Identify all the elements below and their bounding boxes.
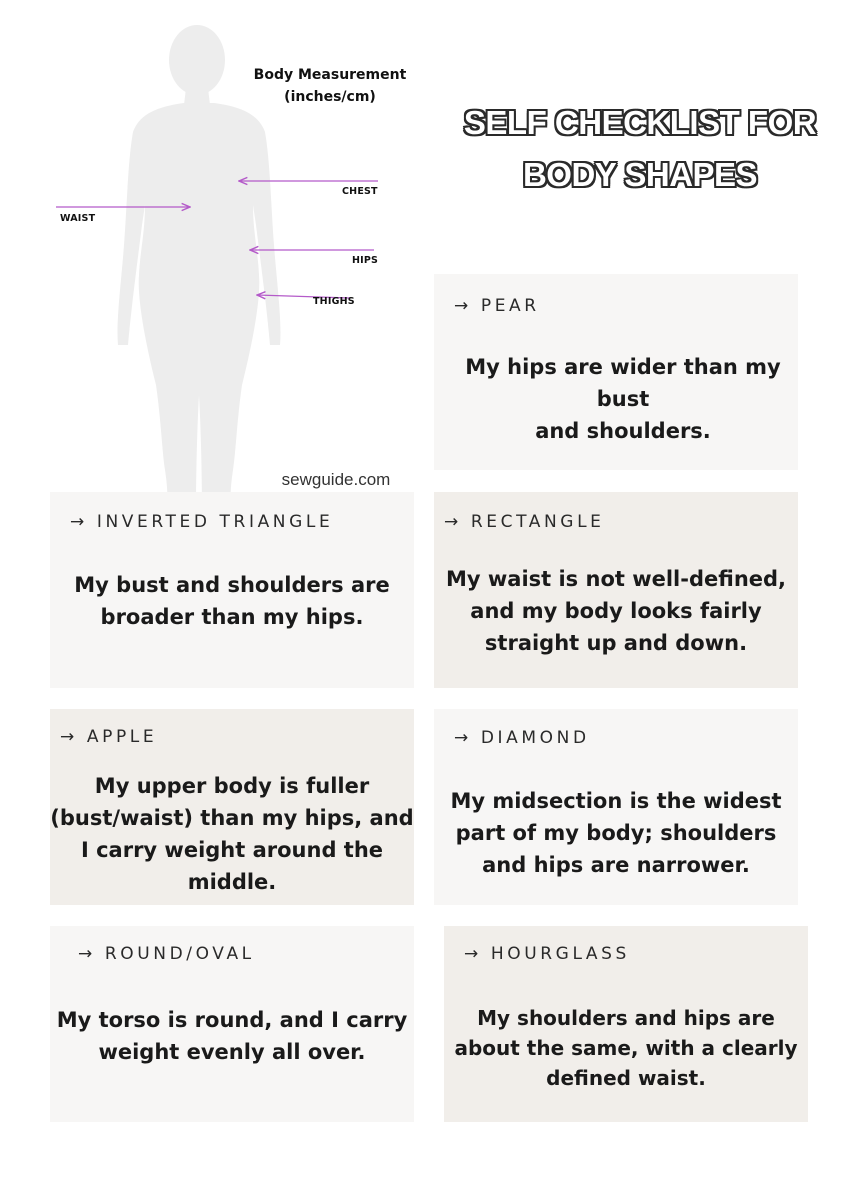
card-pear: [434, 274, 798, 470]
card-apple-line-2: (bust/waist) than my hips, and: [50, 806, 414, 830]
body-measurement-caption: [230, 64, 430, 108]
arrow-right-icon: →: [78, 944, 105, 964]
card-rectangle-heading: [444, 512, 604, 532]
card-pear-line-2: and shoulders.: [535, 419, 711, 443]
hips-label: HIPS: [352, 255, 379, 266]
card-apple-title: APPLE: [86, 727, 158, 747]
card-pear-title: PEAR: [480, 296, 540, 316]
card-diamond-line-2: part of my body; shoulders: [455, 821, 777, 845]
card-inverted-triangle-line-2: broader than my hips.: [100, 605, 364, 629]
card-apple: [50, 709, 414, 905]
card-rectangle-line-2: and my body looks fairly: [470, 599, 762, 623]
arrow-right-icon: →: [444, 512, 471, 532]
card-round-oval-line-1: My torso is round, and I carry: [56, 1008, 408, 1032]
card-diamond-description: [434, 785, 798, 881]
card-round-oval-description: [50, 1004, 414, 1068]
card-hourglass: [444, 926, 808, 1122]
arrow-right-icon: →: [464, 944, 491, 964]
title-line-1: SELF CHECKLIST FOR: [463, 104, 817, 141]
card-apple-line-4: middle.: [187, 870, 277, 894]
card-diamond: [434, 709, 798, 905]
card-round-oval-heading: [78, 944, 255, 964]
card-hourglass-line-2: about the same, with a clearly: [454, 1036, 798, 1060]
card-diamond-heading: [454, 728, 590, 748]
page-title: [440, 97, 840, 201]
waist-label: WAIST: [60, 213, 96, 224]
card-diamond-line-1: My midsection is the widest: [450, 789, 782, 813]
arrow-right-icon: →: [454, 728, 481, 748]
arrow-right-icon: →: [70, 512, 97, 532]
card-round-oval-line-2: weight evenly all over.: [98, 1040, 366, 1064]
thighs-label: THIGHS: [313, 296, 355, 307]
card-inverted-triangle-description: [50, 569, 414, 633]
card-pear-line-1: My hips are wider than my bust: [465, 355, 781, 411]
card-inverted-triangle-line-1: My bust and shoulders are: [74, 573, 390, 597]
card-inverted-triangle: [50, 492, 414, 688]
site-credit: sewguide.com: [281, 470, 391, 489]
card-rectangle-line-3: straight up and down.: [484, 631, 748, 655]
card-rectangle-line-1: My waist is not well-defined,: [445, 567, 787, 591]
card-apple-description: [44, 770, 420, 898]
card-hourglass-description: [444, 1003, 808, 1093]
card-hourglass-line-3: defined waist.: [546, 1066, 706, 1090]
card-inverted-triangle-title: INVERTED TRIANGLE: [96, 512, 334, 532]
card-hourglass-heading: [464, 944, 630, 964]
card-diamond-line-3: and hips are narrower.: [482, 853, 750, 877]
card-pear-heading: [454, 296, 540, 316]
card-rectangle-title: RECTANGLE: [470, 512, 605, 532]
chest-label: CHEST: [342, 186, 378, 197]
card-hourglass-title: HOURGLASS: [490, 944, 630, 964]
card-rectangle: [434, 492, 798, 688]
card-apple-line-3: I carry weight around the: [80, 838, 384, 862]
card-pear-description: [434, 351, 798, 447]
card-apple-line-1: My upper body is fuller: [94, 774, 370, 798]
title-line-2: BODY SHAPES: [522, 156, 758, 193]
card-hourglass-line-1: My shoulders and hips are: [477, 1006, 775, 1030]
card-round-oval-title: ROUND/OVAL: [104, 944, 255, 964]
arrow-right-icon: →: [454, 296, 481, 316]
card-diamond-title: DIAMOND: [480, 728, 590, 748]
card-inverted-triangle-heading: [70, 512, 333, 532]
caption-line-2: (inches/cm): [284, 89, 376, 105]
card-rectangle-description: [434, 563, 798, 659]
arrow-right-icon: →: [60, 727, 87, 747]
card-round-oval: [50, 926, 414, 1122]
card-apple-heading: [60, 727, 157, 747]
caption-line-1: Body Measurement: [253, 67, 407, 83]
